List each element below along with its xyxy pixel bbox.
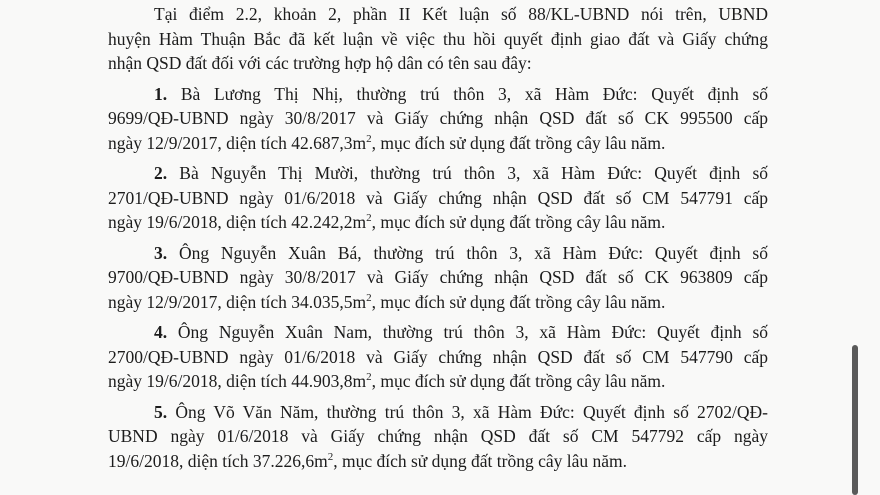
unit-superscript: 2 (366, 371, 372, 384)
item-purpose-text: , mục đích sử dụng đất trồng cây lâu năm. (371, 212, 666, 232)
list-item-3 (108, 241, 768, 315)
item-number: 1. (154, 83, 168, 104)
list-item-line-2: 2700/QĐ-UBND ngày 01/6/2018 và Giấy chứng nhận QSD đất số CM 547790 cấp (108, 346, 768, 367)
list-item-5 (108, 400, 768, 474)
item-area-text: ngày 19/6/2018, diện tích 44.903,8m (108, 371, 367, 391)
item-number: 5. (154, 401, 168, 422)
item-text: Ông Nguyễn Xuân Bá, thường trú thôn 3, xã Hàm Đức: Quyết định số (178, 242, 768, 263)
item-number: 2. (154, 163, 168, 183)
list-item-line-1 (108, 82, 768, 107)
unit-superscript: 2 (366, 132, 372, 145)
item-number: 3. (154, 242, 168, 263)
item-area-text: ngày 12/9/2017, diện tích 34.035,5m (108, 291, 367, 312)
list-item-1 (108, 82, 768, 156)
item-text: Ông Võ Văn Năm, thường trú thôn 3, xã Hàm Đức: Quyết định số 2702/QĐ- (175, 401, 768, 422)
unit-superscript: 2 (366, 212, 372, 225)
list-item-line-2: UBND ngày 01/6/2018 và Giấy chứng nhận QSD đất số CM 547792 cấp ngày (108, 426, 768, 446)
item-area-text: ngày 12/9/2017, diện tích 42.687,3m (108, 132, 367, 153)
intro-line-3: nhận QSD đất đối với các trường hợp hộ dân có tên sau đây: (108, 53, 532, 73)
intro-paragraph (108, 2, 768, 76)
item-purpose-text: , mục đích sử dụng đất trồng cây lâu năm. (371, 371, 666, 391)
list-item-line-3 (108, 369, 768, 394)
item-text: Bà Nguyễn Thị Mười, thường trú thôn 3, xã Hàm Đức: Quyết định số (179, 163, 769, 183)
list-item-line-1 (108, 320, 768, 345)
item-purpose-text: , mục đích sử dụng đất trồng cây lâu năm. (371, 132, 666, 153)
item-text: Ông Nguyễn Xuân Nam, thường trú thôn 3, xã Hàm Đức: Quyết định số (177, 322, 768, 342)
unit-superscript: 2 (327, 450, 334, 463)
intro-line-1: Tại điểm 2.2, khoản 2, phần II Kết luận số 88/KL-UBND nói trên, UBND (154, 4, 768, 24)
list-item-line-2: 9699/QĐ-UBND ngày 30/8/2017 và Giấy chứng nhận QSD đất số CK 995500 cấp (108, 108, 768, 128)
unit-superscript: 2 (366, 291, 372, 304)
item-number: 4. (154, 322, 168, 342)
list-item-line-1 (108, 161, 768, 186)
item-purpose-text: , mục đích sử dụng đất trồng cây lâu năm. (333, 450, 628, 471)
item-text: Bà Lương Thị Nhị, thường trú thôn 3, xã Hàm Đức: Quyết định số (180, 83, 769, 104)
list-item-line-3 (108, 449, 768, 474)
list-item-line-1 (108, 400, 768, 425)
list-item-4 (108, 320, 768, 394)
item-area-text: 19/6/2018, diện tích 37.226,6m (108, 450, 328, 471)
item-area-text: ngày 19/6/2018, diện tích 42.242,2m (108, 212, 367, 232)
intro-line-2: huyện Hàm Thuận Bắc đã kết luận về việc thu hồi quyết định giao đất và Giấy chứng (108, 28, 768, 49)
document-body (108, 2, 768, 473)
list-item-line-2: 9700/QĐ-UBND ngày 30/8/2017 và Giấy chứng nhận QSD đất số CK 963809 cấp (108, 267, 768, 287)
scrollbar-thumb[interactable] (852, 345, 858, 495)
list-item-line-3 (108, 131, 768, 156)
item-purpose-text: , mục đích sử dụng đất trồng cây lâu năm. (371, 291, 666, 312)
list-item-line-2: 2701/QĐ-UBND ngày 01/6/2018 và Giấy chứng nhận QSD đất số CM 547791 cấp (108, 187, 768, 208)
list-item-line-1 (108, 241, 768, 266)
list-item-line-3 (108, 210, 768, 235)
list-item-line-3 (108, 290, 768, 315)
list-item-2 (108, 161, 768, 235)
